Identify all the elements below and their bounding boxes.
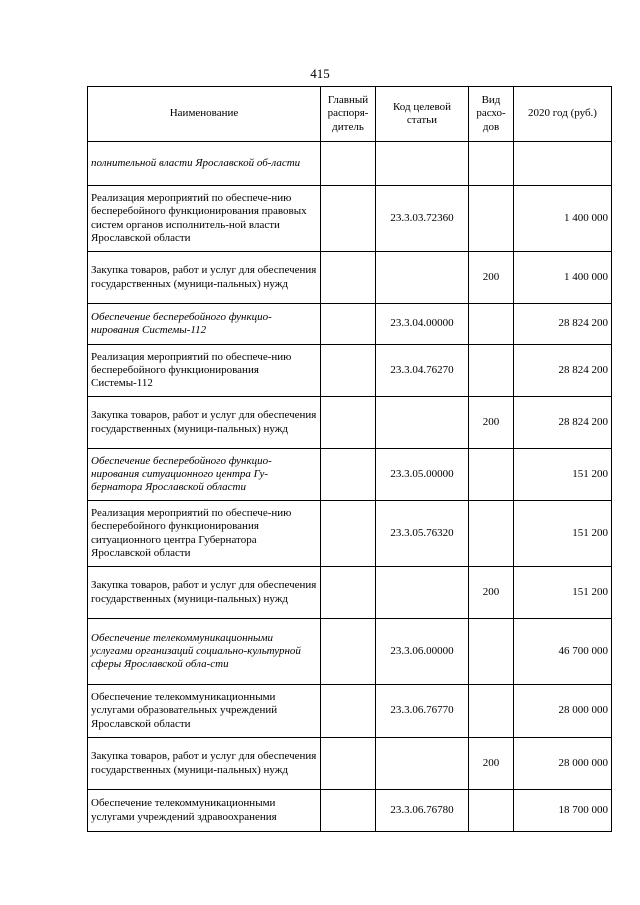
row-amount-cell: 28 000 000 — [514, 738, 612, 790]
row-code-cell: 23.3.06.00000 — [376, 619, 469, 685]
row-admin-cell — [321, 449, 376, 501]
table-row — [88, 567, 612, 619]
row-kind-cell — [469, 186, 514, 252]
row-amount-cell: 28 824 200 — [514, 345, 612, 397]
row-code-cell — [376, 142, 469, 186]
row-amount-cell: 1 400 000 — [514, 252, 612, 304]
table-header-row — [88, 87, 612, 142]
table-row — [88, 619, 612, 685]
row-admin-cell — [321, 790, 376, 832]
row-code-cell: 23.3.06.76770 — [376, 685, 469, 738]
row-code-cell — [376, 738, 469, 790]
header-admin: Главный распоря-дитель — [321, 87, 376, 142]
row-amount-cell: 151 200 — [514, 567, 612, 619]
row-name-cell: Обеспечение телекоммуникационными услугами организаций социально-культурной сферы Ярославской обла-сти — [88, 619, 321, 685]
row-amount-cell: 1 400 000 — [514, 186, 612, 252]
row-admin-cell — [321, 738, 376, 790]
row-kind-cell: 200 — [469, 738, 514, 790]
row-kind-cell: 200 — [469, 252, 514, 304]
row-kind-cell — [469, 142, 514, 186]
row-name-cell: Закупка товаров, работ и услуг для обеспечения государственных (муници-пальных) нужд — [88, 397, 321, 449]
header-code: Код целевой статьи — [376, 87, 469, 142]
row-code-cell — [376, 567, 469, 619]
row-name-cell: Реализация мероприятий по обеспече-нию бесперебойного функционирования ситуационного центра Губернатора Ярославской области — [88, 501, 321, 567]
row-name-cell: Реализация мероприятий по обеспече-нию бесперебойного функционирования Системы-112 — [88, 345, 321, 397]
row-amount-cell: 28 824 200 — [514, 304, 612, 345]
row-amount-cell: 18 700 000 — [514, 790, 612, 832]
row-admin-cell — [321, 567, 376, 619]
row-code-cell: 23.3.04.76270 — [376, 345, 469, 397]
table-row — [88, 142, 612, 186]
row-name-cell: Закупка товаров, работ и услуг для обеспечения государственных (муници-пальных) нужд — [88, 252, 321, 304]
row-name-cell: Обеспечение телекоммуникационными услугами учреждений здравоохранения — [88, 790, 321, 832]
table-row — [88, 397, 612, 449]
row-name-cell: Закупка товаров, работ и услуг для обеспечения государственных (муници-пальных) нужд — [88, 738, 321, 790]
row-amount-cell: 151 200 — [514, 449, 612, 501]
row-code-cell: 23.3.04.00000 — [376, 304, 469, 345]
row-code-cell: 23.3.05.00000 — [376, 449, 469, 501]
table-row — [88, 186, 612, 252]
row-admin-cell — [321, 619, 376, 685]
table-row — [88, 501, 612, 567]
row-kind-cell — [469, 685, 514, 738]
table-row — [88, 790, 612, 832]
row-code-cell — [376, 397, 469, 449]
budget-table — [87, 86, 612, 832]
row-admin-cell — [321, 501, 376, 567]
row-kind-cell — [469, 304, 514, 345]
row-admin-cell — [321, 345, 376, 397]
row-admin-cell — [321, 142, 376, 186]
row-amount-cell: 151 200 — [514, 501, 612, 567]
row-admin-cell — [321, 685, 376, 738]
header-name: Наименование — [88, 87, 321, 142]
row-kind-cell — [469, 345, 514, 397]
table-row — [88, 252, 612, 304]
table-row — [88, 304, 612, 345]
table-body — [88, 142, 612, 832]
row-amount-cell: 28 000 000 — [514, 685, 612, 738]
row-amount-cell: 28 824 200 — [514, 397, 612, 449]
header-kind: Вид расхо-дов — [469, 87, 514, 142]
row-name-cell: Закупка товаров, работ и услуг для обеспечения государственных (муници-пальных) нужд — [88, 567, 321, 619]
row-kind-cell: 200 — [469, 397, 514, 449]
row-kind-cell — [469, 449, 514, 501]
row-admin-cell — [321, 304, 376, 345]
header-amount: 2020 год (руб.) — [514, 87, 612, 142]
row-code-cell: 23.3.03.72360 — [376, 186, 469, 252]
row-kind-cell — [469, 619, 514, 685]
table-row — [88, 345, 612, 397]
row-code-cell: 23.3.05.76320 — [376, 501, 469, 567]
row-admin-cell — [321, 186, 376, 252]
table-row — [88, 685, 612, 738]
row-admin-cell — [321, 252, 376, 304]
row-admin-cell — [321, 397, 376, 449]
table-row — [88, 738, 612, 790]
row-name-cell: Обеспечение бесперебойного функцио-нирования Системы-112 — [88, 304, 321, 345]
row-kind-cell — [469, 790, 514, 832]
row-name-cell: полнительной власти Ярославской об-ласти — [88, 142, 321, 186]
row-code-cell — [376, 252, 469, 304]
table-row — [88, 449, 612, 501]
row-name-cell: Обеспечение телекоммуникационными услугами образовательных учреждений Ярославской области — [88, 685, 321, 738]
row-amount-cell — [514, 142, 612, 186]
row-name-cell: Обеспечение бесперебойного функцио-нирования ситуационного центра Гу-бернатора Ярославской области — [88, 449, 321, 501]
page-number: 415 — [310, 66, 330, 81]
row-amount-cell: 46 700 000 — [514, 619, 612, 685]
row-kind-cell: 200 — [469, 567, 514, 619]
row-kind-cell — [469, 501, 514, 567]
row-name-cell: Реализация мероприятий по обеспече-нию бесперебойного функционирования правовых систем органов исполнитель-ной власти Ярославской области — [88, 186, 321, 252]
row-code-cell: 23.3.06.76780 — [376, 790, 469, 832]
